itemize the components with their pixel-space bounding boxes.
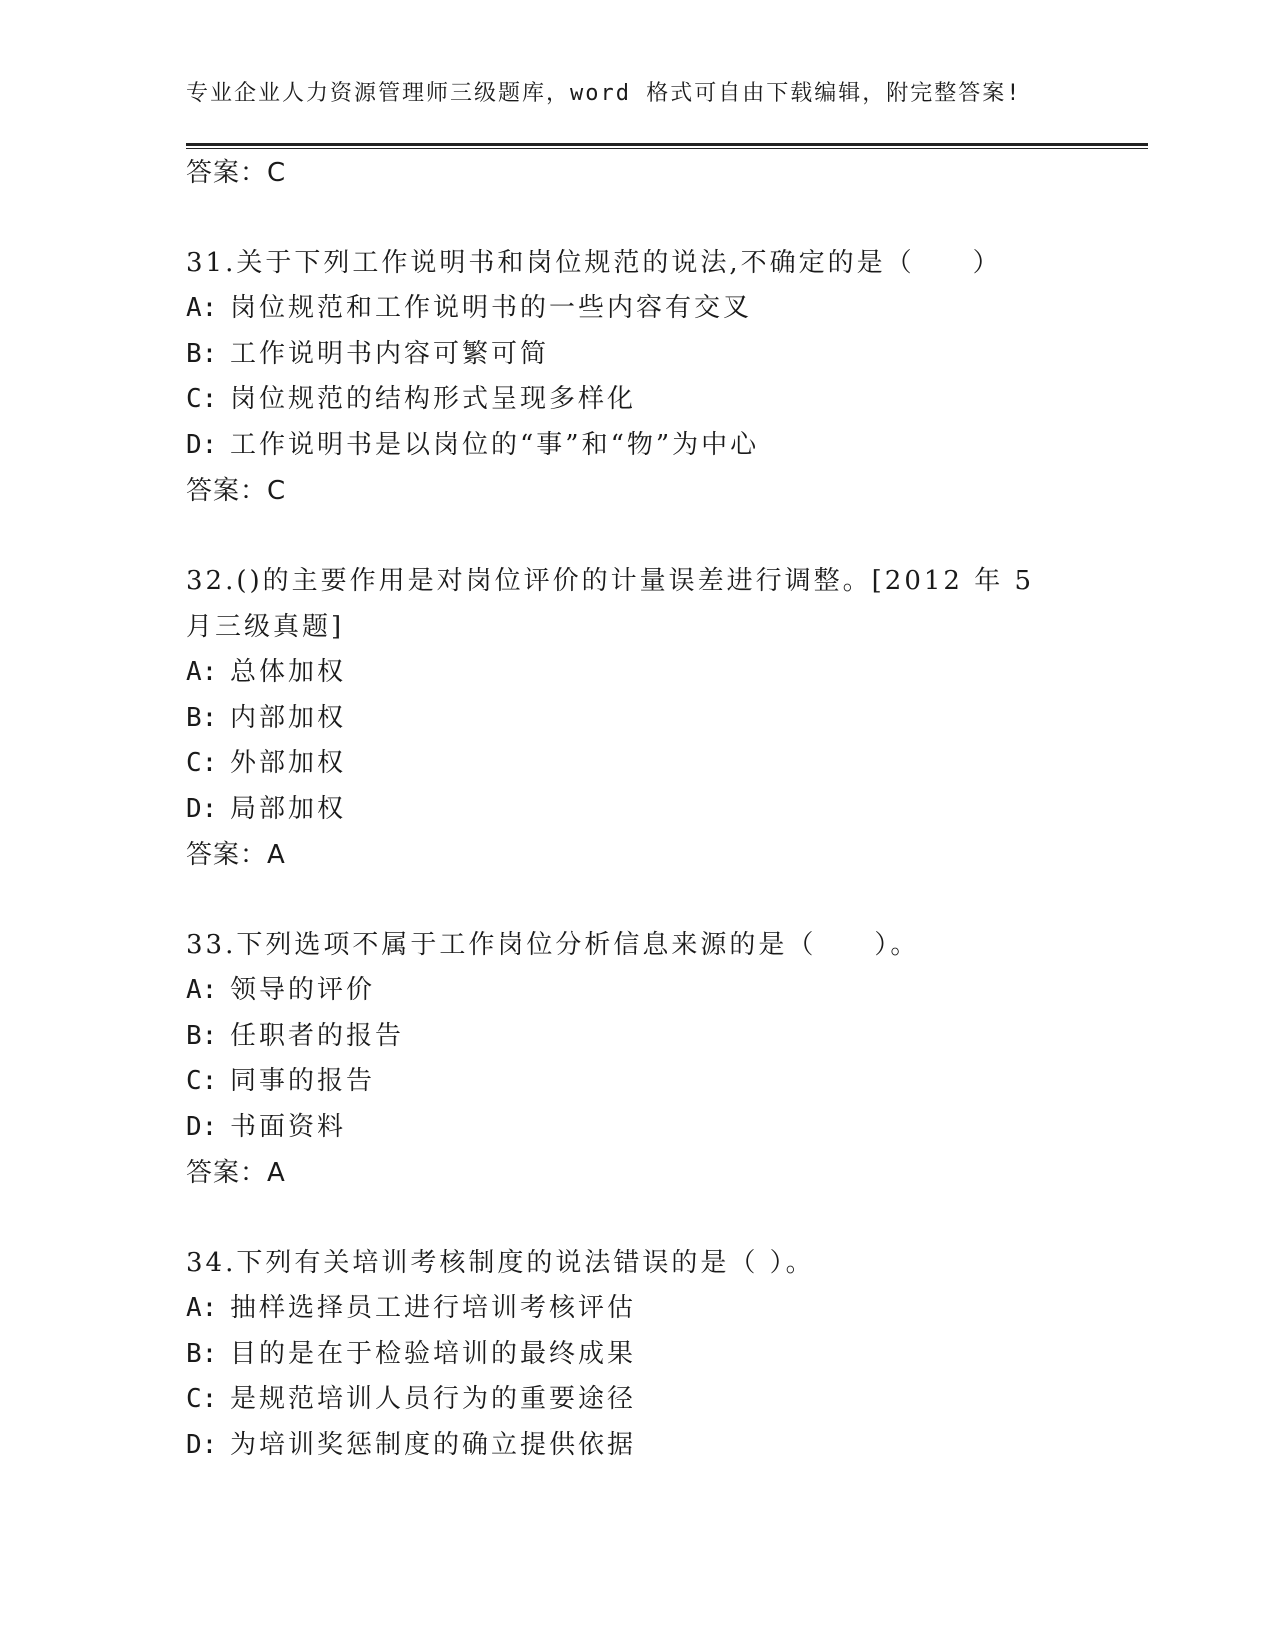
option-key: C: [186, 748, 218, 778]
option-text: 内部加权 [230, 702, 347, 733]
question-33 [186, 922, 1086, 1196]
option-key: C: [186, 1066, 218, 1096]
option-text: 外部加权 [230, 748, 347, 778]
option-b [186, 1014, 1086, 1060]
option-a [186, 968, 1086, 1014]
question-31 [186, 240, 1086, 514]
page-header: 专业企业人力资源管理师三级题库，word 格式可自由下载编辑，附完整答案! [186, 81, 1022, 106]
option-key: D: [186, 1429, 218, 1460]
option-text: 抽样选择员工进行培训考核评估 [230, 1293, 637, 1323]
option-c [186, 741, 1086, 787]
answer-line [186, 150, 1086, 196]
option-text: 书面资料 [230, 1111, 347, 1142]
option-key: D: [186, 793, 218, 824]
option-key: B: [186, 702, 218, 733]
option-text: 工作说明书是以岗位的“事”和“物”为中心 [230, 429, 760, 460]
option-d [186, 423, 1086, 469]
option-b [186, 696, 1086, 742]
option-c [186, 377, 1086, 423]
answer-line [186, 468, 1086, 514]
option-key: C: [186, 1384, 218, 1414]
option-text: 领导的评价 [230, 975, 376, 1005]
answer-line [186, 1150, 1086, 1196]
option-key: D: [186, 1111, 218, 1142]
question-stem: 32.()的主要作用是对岗位评价的计量误差进行调整。[2012 年 5 月三级真题] [186, 566, 1035, 642]
question-list [186, 150, 1086, 1468]
option-text: 总体加权 [230, 657, 347, 687]
option-text: 岗位规范的结构形式呈现多样化 [230, 384, 637, 414]
option-d [186, 1423, 1086, 1469]
option-d [186, 1105, 1086, 1151]
option-key: A: [186, 657, 218, 687]
answer-value: C [267, 158, 286, 188]
answer-value: A [267, 840, 285, 870]
option-text: 岗位规范和工作说明书的一些内容有交叉 [230, 293, 753, 323]
question-stem: 33.下列选项不属于工作岗位分析信息来源的是（ ）。 [186, 930, 920, 960]
answer-label: 答案： [186, 1158, 268, 1188]
option-a [186, 1286, 1086, 1332]
option-a [186, 650, 1086, 696]
option-text: 任职者的报告 [230, 1020, 405, 1051]
option-key: C: [186, 384, 218, 414]
answer-label: 答案： [186, 158, 268, 188]
option-text: 局部加权 [230, 793, 347, 824]
option-text: 目的是在于检验培训的最终成果 [230, 1338, 637, 1369]
option-c [186, 1059, 1086, 1105]
option-text: 为培训奖惩制度的确立提供依据 [230, 1429, 637, 1460]
answer-label: 答案： [186, 840, 268, 870]
answer-value: A [267, 1158, 285, 1188]
option-key: A: [186, 293, 218, 323]
question-stem: 34.下列有关培训考核制度的说法错误的是（ ）。 [186, 1248, 815, 1278]
option-key: B: [186, 338, 218, 369]
option-key: A: [186, 975, 218, 1005]
option-b [186, 332, 1086, 378]
option-a [186, 286, 1086, 332]
option-d [186, 787, 1086, 833]
option-c [186, 1377, 1086, 1423]
question-34 [186, 1240, 1086, 1468]
answer-line [186, 832, 1086, 878]
header-divider [186, 143, 1148, 149]
option-key: B: [186, 1338, 218, 1369]
option-key: B: [186, 1020, 218, 1051]
option-text: 同事的报告 [230, 1066, 376, 1096]
answer-label: 答案： [186, 476, 268, 506]
option-text: 工作说明书内容可繁可简 [230, 338, 550, 369]
option-b [186, 1332, 1086, 1378]
question-stem: 31.关于下列工作说明书和岗位规范的说法,不确定的是（ ） [186, 248, 1002, 278]
option-text: 是规范培训人员行为的重要途径 [230, 1384, 637, 1414]
question-32 [186, 558, 1086, 878]
option-key: A: [186, 1293, 218, 1323]
option-key: D: [186, 429, 218, 460]
answer-value: C [267, 476, 286, 506]
